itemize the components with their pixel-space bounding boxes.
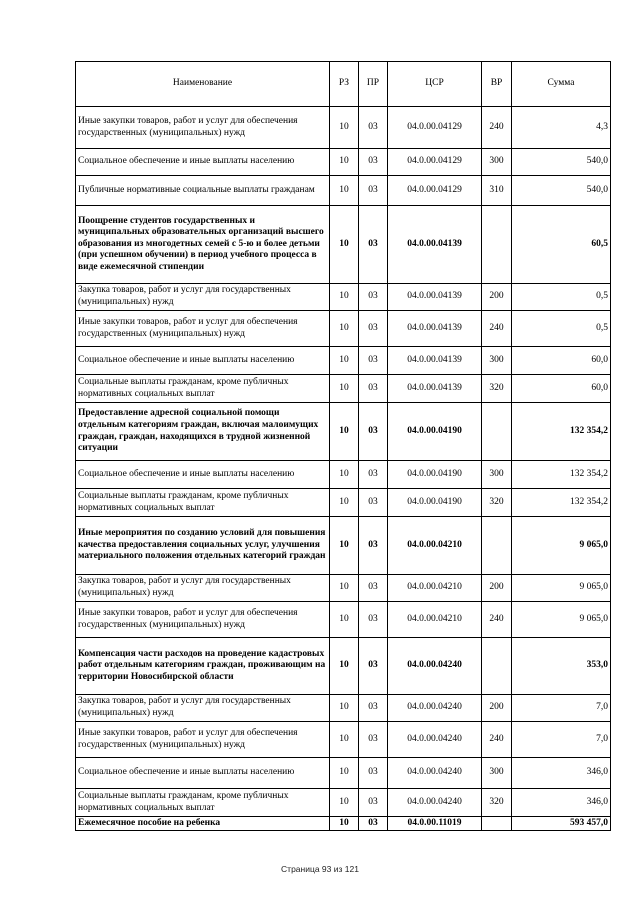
cell-name: Компенсация части расходов на проведение кадастровых работ отдельным категориям граждан, проживающим на территории Новосибирской области [76,638,330,695]
cell-rz: 10 [330,311,359,347]
cell-rz: 10 [330,284,359,311]
cell-pr: 03 [359,817,388,831]
cell-pr: 03 [359,602,388,638]
cell-vr: 240 [482,311,512,347]
cell-rz: 10 [330,149,359,176]
cell-rz: 10 [330,695,359,722]
cell-vr: 310 [482,176,512,206]
header-sum: Сумма [512,62,611,107]
cell-vr: 300 [482,461,512,489]
cell-pr: 03 [359,695,388,722]
cell-name: Социальные выплаты гражданам, кроме публичных нормативных социальных выплат [76,489,330,517]
table-row [76,461,611,489]
cell-vr [482,206,512,284]
cell-sum: 346,0 [512,758,611,789]
cell-pr: 03 [359,284,388,311]
cell-name: Предоставление адресной социальной помощи отдельным категориям граждан, включая малоимущих граждан, граждан, находящихся в трудной жизненной ситуации [76,403,330,461]
cell-vr [482,517,512,575]
cell-rz: 10 [330,176,359,206]
cell-vr: 200 [482,695,512,722]
cell-pr: 03 [359,206,388,284]
cell-rz: 10 [330,758,359,789]
cell-csr: 04.0.00.04190 [388,489,482,517]
cell-rz: 10 [330,347,359,375]
cell-rz: 10 [330,206,359,284]
cell-name: Публичные нормативные социальные выплаты гражданам [76,176,330,206]
cell-csr: 04.0.00.04129 [388,176,482,206]
cell-name: Социальные выплаты гражданам, кроме публичных нормативных социальных выплат [76,375,330,403]
cell-rz: 10 [330,403,359,461]
table-row [76,817,611,831]
cell-rz: 10 [330,461,359,489]
cell-sum: 593 457,0 [512,817,611,831]
table-header-row [76,62,611,107]
cell-csr: 04.0.00.04210 [388,517,482,575]
cell-sum: 9 065,0 [512,517,611,575]
table-row [76,602,611,638]
header-vr: ВР [482,62,512,107]
cell-vr [482,638,512,695]
cell-csr: 04.0.00.04210 [388,602,482,638]
cell-pr: 03 [359,375,388,403]
cell-csr: 04.0.00.04240 [388,695,482,722]
budget-table [75,61,611,831]
cell-sum: 0,5 [512,284,611,311]
cell-csr: 04.0.00.04139 [388,311,482,347]
cell-rz: 10 [330,375,359,403]
table-row [76,789,611,817]
table-row [76,149,611,176]
cell-pr: 03 [359,347,388,375]
cell-pr: 03 [359,575,388,602]
cell-rz: 10 [330,817,359,831]
cell-csr: 04.0.00.04240 [388,638,482,695]
cell-name: Иные мероприятия по созданию условий для повышения качества предоставления социальных услуг, улучшения материального положения отдельных категорий граждан [76,517,330,575]
table-row [76,176,611,206]
cell-sum: 60,0 [512,375,611,403]
cell-rz: 10 [330,575,359,602]
cell-csr: 04.0.00.04190 [388,403,482,461]
cell-name: Социальное обеспечение и иные выплаты населению [76,149,330,176]
cell-vr: 200 [482,284,512,311]
table-row [76,107,611,149]
cell-pr: 03 [359,489,388,517]
cell-csr: 04.0.00.04240 [388,758,482,789]
cell-vr [482,817,512,831]
cell-name: Социальное обеспечение и иные выплаты населению [76,347,330,375]
cell-rz: 10 [330,107,359,149]
cell-vr: 320 [482,789,512,817]
cell-name: Поощрение студентов государственных и муниципальных образовательных организаций высшего образования из многодетных семей с 5-ю и более детьми (при успешном обучении) в период учебного процесса в виде ежемесячной стипендии [76,206,330,284]
cell-pr: 03 [359,722,388,758]
cell-sum: 60,5 [512,206,611,284]
cell-pr: 03 [359,461,388,489]
page-number: Страница 93 из 121 [281,864,359,874]
cell-name: Закупка товаров, работ и услуг для государственных (муниципальных) нужд [76,575,330,602]
cell-pr: 03 [359,789,388,817]
table-row [76,284,611,311]
cell-vr: 300 [482,758,512,789]
cell-csr: 04.0.00.04139 [388,347,482,375]
cell-sum: 4,3 [512,107,611,149]
cell-sum: 9 065,0 [512,602,611,638]
cell-csr: 04.0.00.04139 [388,375,482,403]
cell-sum: 132 354,2 [512,403,611,461]
cell-rz: 10 [330,638,359,695]
cell-vr: 240 [482,602,512,638]
cell-name: Закупка товаров, работ и услуг для государственных (муниципальных) нужд [76,284,330,311]
header-name: Наименование [76,62,330,107]
cell-pr: 03 [359,758,388,789]
header-csr: ЦСР [388,62,482,107]
cell-pr: 03 [359,517,388,575]
table-row [76,638,611,695]
table-row [76,403,611,461]
cell-rz: 10 [330,489,359,517]
cell-sum: 540,0 [512,149,611,176]
cell-sum: 132 354,2 [512,489,611,517]
header-pr: ПР [359,62,388,107]
table-row [76,347,611,375]
table-row [76,311,611,347]
cell-csr: 04.0.00.04190 [388,461,482,489]
cell-name: Социальное обеспечение и иные выплаты населению [76,758,330,789]
table-row [76,695,611,722]
table-row [76,517,611,575]
table-row [76,375,611,403]
table-row [76,489,611,517]
cell-vr: 320 [482,489,512,517]
cell-sum: 0,5 [512,311,611,347]
cell-pr: 03 [359,311,388,347]
cell-vr [482,403,512,461]
cell-rz: 10 [330,602,359,638]
cell-vr: 300 [482,347,512,375]
cell-csr: 04.0.00.04129 [388,107,482,149]
cell-sum: 132 354,2 [512,461,611,489]
cell-name: Социальные выплаты гражданам, кроме публичных нормативных социальных выплат [76,789,330,817]
cell-name: Иные закупки товаров, работ и услуг для обеспечения государственных (муниципальных) нужд [76,107,330,149]
cell-sum: 540,0 [512,176,611,206]
cell-csr: 04.0.00.11019 [388,817,482,831]
cell-vr: 300 [482,149,512,176]
table-row [76,206,611,284]
cell-name: Иные закупки товаров, работ и услуг для обеспечения государственных (муниципальных) нужд [76,311,330,347]
cell-sum: 9 065,0 [512,575,611,602]
cell-name: Социальное обеспечение и иные выплаты населению [76,461,330,489]
cell-pr: 03 [359,638,388,695]
cell-name: Иные закупки товаров, работ и услуг для обеспечения государственных (муниципальных) нужд [76,602,330,638]
cell-sum: 7,0 [512,722,611,758]
cell-pr: 03 [359,403,388,461]
cell-csr: 04.0.00.04139 [388,284,482,311]
cell-vr: 240 [482,107,512,149]
cell-csr: 04.0.00.04210 [388,575,482,602]
cell-vr: 320 [482,375,512,403]
cell-name: Ежемесячное пособие на ребенка [76,817,330,831]
cell-pr: 03 [359,176,388,206]
cell-csr: 04.0.00.04240 [388,789,482,817]
cell-pr: 03 [359,107,388,149]
table-row [76,758,611,789]
cell-pr: 03 [359,149,388,176]
cell-vr: 240 [482,722,512,758]
cell-rz: 10 [330,722,359,758]
cell-name: Иные закупки товаров, работ и услуг для обеспечения государственных (муниципальных) нужд [76,722,330,758]
table-body [76,107,611,831]
cell-csr: 04.0.00.04139 [388,206,482,284]
cell-name: Закупка товаров, работ и услуг для государственных (муниципальных) нужд [76,695,330,722]
cell-sum: 7,0 [512,695,611,722]
cell-rz: 10 [330,789,359,817]
cell-sum: 346,0 [512,789,611,817]
cell-sum: 60,0 [512,347,611,375]
cell-sum: 353,0 [512,638,611,695]
cell-csr: 04.0.00.04240 [388,722,482,758]
cell-csr: 04.0.00.04129 [388,149,482,176]
header-rz: РЗ [330,62,359,107]
table-row [76,575,611,602]
table-row [76,722,611,758]
cell-vr: 200 [482,575,512,602]
cell-rz: 10 [330,517,359,575]
